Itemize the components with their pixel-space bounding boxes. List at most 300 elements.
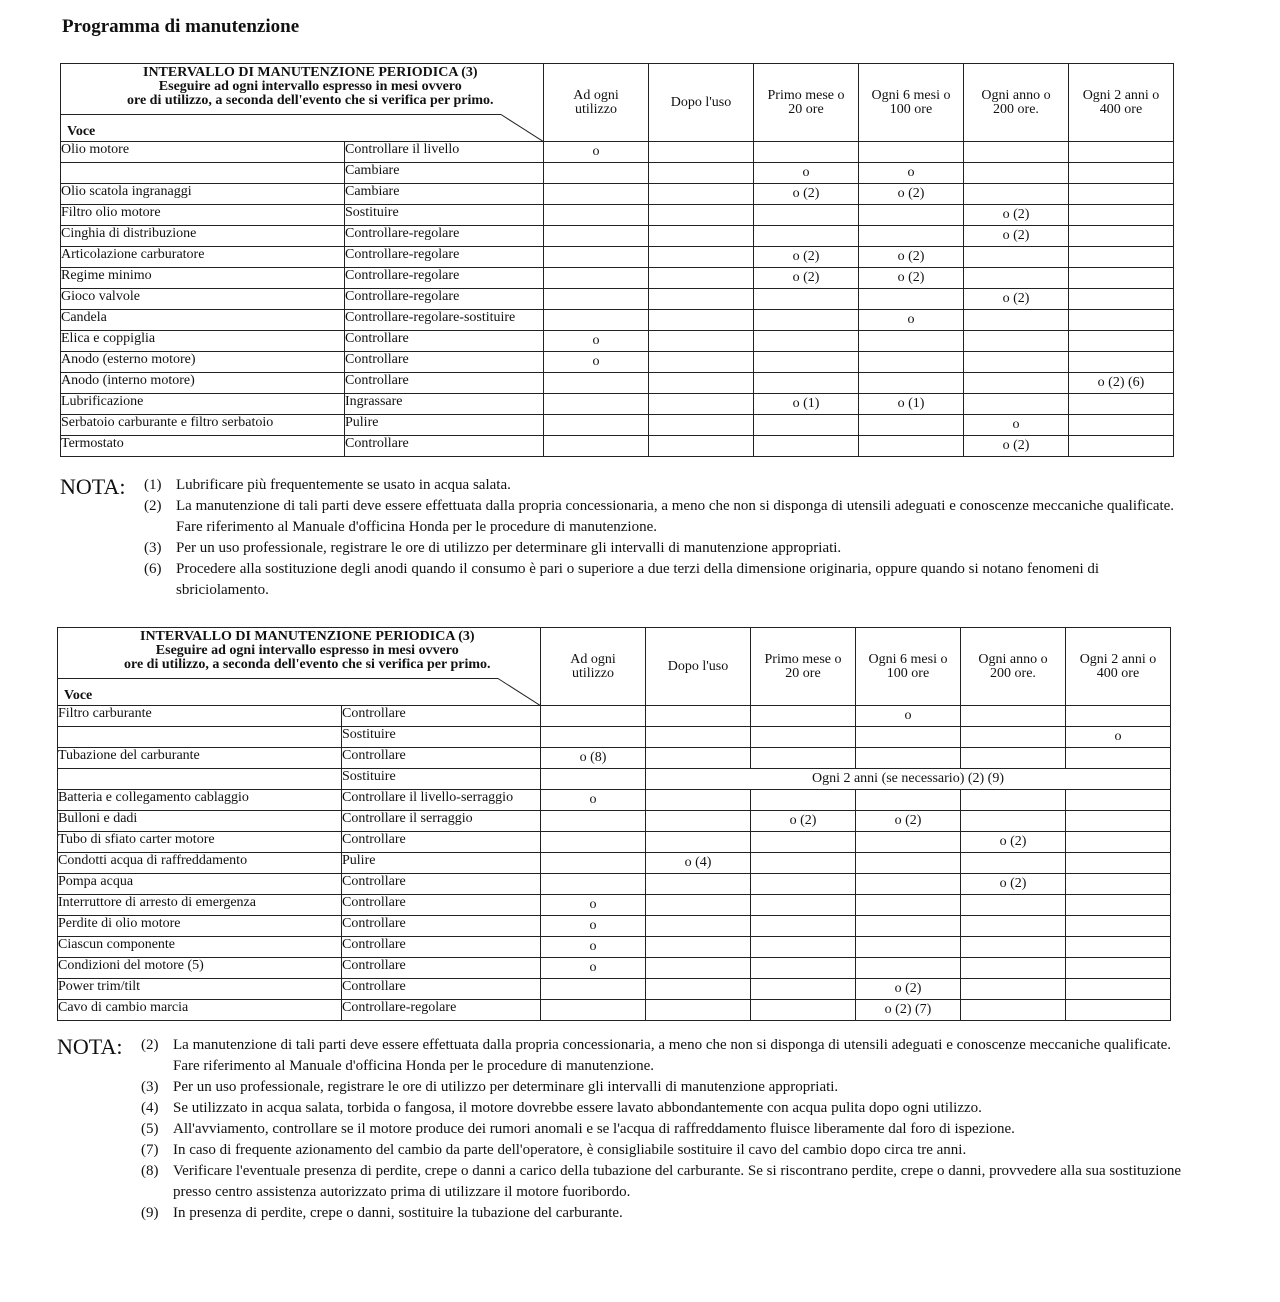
item-name: Perdite di olio motore bbox=[58, 916, 342, 937]
interval-mark bbox=[646, 979, 751, 1000]
item-name: Cavo di cambio marcia bbox=[58, 1000, 342, 1021]
item-name bbox=[58, 769, 342, 790]
interval-mark bbox=[1066, 1000, 1171, 1021]
interval-mark: o bbox=[544, 352, 649, 373]
interval-mark bbox=[856, 937, 961, 958]
interval-mark bbox=[1069, 205, 1174, 226]
note-text: Se utilizzato in acqua salata, torbida o fangosa, il motore dovrebbe essere lavato abbondantemente con acqua pulita dopo ogni utilizzo. bbox=[173, 1100, 982, 1116]
interval-mark bbox=[964, 352, 1069, 373]
interval-mark bbox=[649, 331, 754, 352]
note-number: (8) bbox=[141, 1163, 159, 1179]
note-number: (6) bbox=[144, 561, 162, 577]
item-action: Sostituire bbox=[345, 205, 544, 226]
note-text: La manutenzione di tali parti deve essere effettuata dalla propria concessionaria, a meno che non si disponga di utensili adeguati e conoscenze meccaniche qualificate. Fare riferimento al Manuale d'officina Honda per le procedure di manutenzione. bbox=[173, 1037, 1172, 1074]
note-number: (2) bbox=[144, 498, 162, 514]
item-action: Pulire bbox=[342, 853, 541, 874]
item-action: Controllare bbox=[342, 895, 541, 916]
interval-mark bbox=[754, 352, 859, 373]
interval-mark bbox=[964, 331, 1069, 352]
item-name: Filtro olio motore bbox=[61, 205, 345, 226]
table-body bbox=[61, 142, 1174, 457]
item-action: Controllare bbox=[342, 916, 541, 937]
interval-mark bbox=[541, 1000, 646, 1021]
interval-mark bbox=[859, 226, 964, 247]
interval-mark bbox=[751, 790, 856, 811]
col-head-ad-ogni-utilizzo: Ad ogni utilizzo bbox=[544, 64, 649, 142]
interval-mark bbox=[961, 979, 1066, 1000]
note-item bbox=[57, 1161, 1187, 1203]
interval-mark bbox=[961, 748, 1066, 769]
interval-mark bbox=[856, 916, 961, 937]
note-text: Procedere alla sostituzione degli anodi quando il consumo è pari o superiore a due terzi della dimensione originaria, oppure quando si notano fenomeni di sbriciolamento. bbox=[176, 561, 1100, 598]
note-text: Per un uso professionale, registrare le ore di utilizzo per determinare gli intervalli di manutenzione appropriati. bbox=[176, 540, 842, 556]
interval-mark: o bbox=[541, 958, 646, 979]
interval-mark bbox=[649, 415, 754, 436]
interval-mark bbox=[754, 331, 859, 352]
item-name: Candela bbox=[61, 310, 345, 331]
interval-header bbox=[58, 628, 541, 706]
interval-mark bbox=[859, 289, 964, 310]
col-head-2-anni: Ogni 2 anni o 400 ore bbox=[1066, 628, 1171, 706]
interval-mark bbox=[961, 958, 1066, 979]
interval-mark bbox=[964, 310, 1069, 331]
interval-mark bbox=[649, 373, 754, 394]
table-row bbox=[61, 247, 1174, 268]
item-name: Termostato bbox=[61, 436, 345, 457]
item-action: Controllare-regolare bbox=[345, 289, 544, 310]
interval-mark bbox=[859, 415, 964, 436]
item-action: Controllare-regolare bbox=[342, 1000, 541, 1021]
interval-mark bbox=[1066, 895, 1171, 916]
note-item bbox=[57, 1077, 1187, 1098]
item-name: Power trim/tilt bbox=[58, 979, 342, 1000]
interval-mark bbox=[649, 268, 754, 289]
interval-mark bbox=[544, 436, 649, 457]
interval-mark bbox=[751, 979, 856, 1000]
interval-mark: o bbox=[859, 163, 964, 184]
interval-mark bbox=[541, 811, 646, 832]
item-action: Controllare-regolare bbox=[345, 268, 544, 289]
voce-label: Voce bbox=[64, 687, 93, 703]
interval-mark: o (4) bbox=[646, 853, 751, 874]
interval-mark bbox=[751, 1000, 856, 1021]
interval-mark bbox=[544, 247, 649, 268]
interval-mark: o bbox=[1066, 727, 1171, 748]
interval-mark bbox=[964, 373, 1069, 394]
table-row bbox=[58, 874, 1171, 895]
item-name: Olio motore bbox=[61, 142, 345, 163]
table-row bbox=[58, 832, 1171, 853]
interval-mark bbox=[1066, 853, 1171, 874]
interval-mark bbox=[646, 832, 751, 853]
interval-mark bbox=[649, 226, 754, 247]
interval-mark bbox=[856, 748, 961, 769]
table-row bbox=[61, 268, 1174, 289]
item-name: Anodo (interno motore) bbox=[61, 373, 345, 394]
interval-mark bbox=[1066, 937, 1171, 958]
item-action: Controllare bbox=[342, 874, 541, 895]
item-action: Controllare bbox=[345, 352, 544, 373]
interval-mark: o bbox=[541, 790, 646, 811]
item-action: Controllare-regolare-sostituire bbox=[345, 310, 544, 331]
note-item bbox=[57, 1119, 1187, 1140]
interval-mark bbox=[544, 205, 649, 226]
table-row bbox=[58, 895, 1171, 916]
interval-mark bbox=[856, 727, 961, 748]
interval-mark: o bbox=[544, 331, 649, 352]
interval-mark bbox=[649, 310, 754, 331]
interval-mark bbox=[856, 832, 961, 853]
table-row bbox=[58, 916, 1171, 937]
table-row bbox=[61, 205, 1174, 226]
col-head-dopo-uso: Dopo l'uso bbox=[649, 64, 754, 142]
note-number: (4) bbox=[141, 1100, 159, 1116]
interval-mark bbox=[646, 727, 751, 748]
table-row bbox=[61, 352, 1174, 373]
col-head-2-anni: Ogni 2 anni o 400 ore bbox=[1069, 64, 1174, 142]
item-action: Controllare bbox=[342, 979, 541, 1000]
interval-mark bbox=[646, 916, 751, 937]
col-head-6-mesi: Ogni 6 mesi o 100 ore bbox=[859, 64, 964, 142]
item-action: Controllare bbox=[342, 937, 541, 958]
interval-mark bbox=[649, 142, 754, 163]
interval-mark: o (2) bbox=[754, 184, 859, 205]
interval-mark: o (2) bbox=[964, 226, 1069, 247]
item-action: Controllare bbox=[342, 748, 541, 769]
table-row bbox=[58, 937, 1171, 958]
interval-mark bbox=[544, 394, 649, 415]
item-action: Controllare bbox=[342, 832, 541, 853]
interval-mark bbox=[856, 790, 961, 811]
item-name: Bulloni e dadi bbox=[58, 811, 342, 832]
interval-mark bbox=[1066, 832, 1171, 853]
item-name: Condizioni del motore (5) bbox=[58, 958, 342, 979]
table-row bbox=[58, 1000, 1171, 1021]
col-head-primo-mese: Primo mese o 20 ore bbox=[751, 628, 856, 706]
item-name: Interruttore di arresto di emergenza bbox=[58, 895, 342, 916]
notes-section-1 bbox=[60, 475, 1190, 601]
interval-mark bbox=[646, 706, 751, 727]
table-row bbox=[61, 226, 1174, 247]
interval-mark bbox=[649, 163, 754, 184]
interval-desc-line1: Eseguire ad ogni intervallo espresso in mesi ovvero bbox=[158, 79, 462, 94]
interval-mark bbox=[1066, 874, 1171, 895]
table-row bbox=[61, 142, 1174, 163]
interval-mark bbox=[544, 268, 649, 289]
note-item bbox=[57, 1140, 1187, 1161]
item-name: Batteria e collegamento cablaggio bbox=[58, 790, 342, 811]
note-item bbox=[60, 475, 1190, 496]
note-number: (9) bbox=[141, 1205, 159, 1221]
col-head-ad-ogni-utilizzo: Ad ogni utilizzo bbox=[541, 628, 646, 706]
item-action: Controllare bbox=[345, 436, 544, 457]
note-number: (3) bbox=[141, 1079, 159, 1095]
interval-mark bbox=[754, 289, 859, 310]
item-name: Tubazione del carburante bbox=[58, 748, 342, 769]
interval-mark bbox=[649, 436, 754, 457]
interval-mark bbox=[1069, 310, 1174, 331]
voce-label: Voce bbox=[67, 123, 96, 139]
interval-mark: o (2) bbox=[964, 205, 1069, 226]
item-name: Pompa acqua bbox=[58, 874, 342, 895]
interval-mark: o bbox=[856, 706, 961, 727]
table-row bbox=[61, 289, 1174, 310]
interval-mark: o bbox=[859, 310, 964, 331]
interval-mark bbox=[754, 142, 859, 163]
item-action: Controllare bbox=[342, 958, 541, 979]
interval-mark bbox=[544, 184, 649, 205]
nota-label: NOTA: bbox=[60, 474, 126, 499]
interval-header bbox=[61, 64, 544, 142]
interval-mark bbox=[646, 958, 751, 979]
interval-mark bbox=[856, 874, 961, 895]
interval-mark bbox=[856, 895, 961, 916]
maintenance-table-2 bbox=[57, 627, 1171, 1021]
col-head-primo-mese: Primo mese o 20 ore bbox=[754, 64, 859, 142]
maintenance-table-1 bbox=[60, 63, 1174, 457]
note-text: In presenza di perdite, crepe o danni, sostituire la tubazione del carburante. bbox=[173, 1205, 623, 1221]
interval-mark bbox=[859, 436, 964, 457]
interval-mark bbox=[649, 247, 754, 268]
interval-mark: o bbox=[541, 895, 646, 916]
interval-mark bbox=[646, 748, 751, 769]
note-item bbox=[60, 496, 1190, 538]
interval-mark bbox=[859, 331, 964, 352]
item-action: Sostituire bbox=[342, 769, 541, 790]
item-name: Gioco valvole bbox=[61, 289, 345, 310]
item-action: Cambiare bbox=[345, 163, 544, 184]
table-row bbox=[61, 373, 1174, 394]
note-item bbox=[60, 559, 1190, 601]
interval-mark bbox=[649, 205, 754, 226]
interval-mark bbox=[961, 727, 1066, 748]
interval-mark bbox=[961, 811, 1066, 832]
interval-mark bbox=[961, 1000, 1066, 1021]
item-name: Tubo di sfiato carter motore bbox=[58, 832, 342, 853]
note-number: (1) bbox=[144, 477, 162, 493]
interval-mark bbox=[751, 748, 856, 769]
interval-mark bbox=[1069, 184, 1174, 205]
col-head-ogni-anno: Ogni anno o 200 ore. bbox=[964, 64, 1069, 142]
interval-mark bbox=[649, 394, 754, 415]
interval-mark bbox=[961, 706, 1066, 727]
interval-mark bbox=[751, 958, 856, 979]
item-action: Ingrassare bbox=[345, 394, 544, 415]
col-head-ogni-anno: Ogni anno o 200 ore. bbox=[961, 628, 1066, 706]
interval-mark bbox=[1069, 289, 1174, 310]
item-name: Condotti acqua di raffreddamento bbox=[58, 853, 342, 874]
interval-mark bbox=[1069, 436, 1174, 457]
interval-desc-line2: ore di utilizzo, a seconda dell'evento che si verifica per primo. bbox=[127, 93, 494, 108]
item-name: Ciascun componente bbox=[58, 937, 342, 958]
item-action: Pulire bbox=[345, 415, 544, 436]
interval-desc-line1: Eseguire ad ogni intervallo espresso in mesi ovvero bbox=[155, 643, 459, 658]
interval-mark bbox=[964, 184, 1069, 205]
table-row bbox=[58, 811, 1171, 832]
interval-mark bbox=[544, 163, 649, 184]
item-name: Filtro carburante bbox=[58, 706, 342, 727]
table-row bbox=[61, 310, 1174, 331]
interval-mark: o bbox=[754, 163, 859, 184]
interval-mark bbox=[754, 373, 859, 394]
note-text: In caso di frequente azionamento del cambio da parte dell'operatore, è consigliabile sostituire il cavo del cambio dopo circa tre anni. bbox=[173, 1142, 967, 1158]
interval-mark: o (2) bbox=[751, 811, 856, 832]
interval-mark bbox=[751, 874, 856, 895]
table-row bbox=[61, 331, 1174, 352]
interval-mark bbox=[541, 706, 646, 727]
interval-mark: o (2) bbox=[856, 979, 961, 1000]
interval-span-note: Ogni 2 anni (se necessario) (2) (9) bbox=[646, 769, 1171, 790]
interval-mark: o (2) bbox=[856, 811, 961, 832]
interval-mark: o bbox=[964, 415, 1069, 436]
interval-mark bbox=[754, 436, 859, 457]
interval-mark: o (2) bbox=[961, 874, 1066, 895]
note-number: (3) bbox=[144, 540, 162, 556]
item-name: Olio scatola ingranaggi bbox=[61, 184, 345, 205]
interval-mark bbox=[859, 373, 964, 394]
interval-mark bbox=[646, 895, 751, 916]
interval-mark bbox=[751, 832, 856, 853]
interval-mark bbox=[961, 790, 1066, 811]
item-action: Controllare il serraggio bbox=[342, 811, 541, 832]
table-body bbox=[58, 706, 1171, 1021]
note-item bbox=[57, 1098, 1187, 1119]
interval-mark bbox=[649, 289, 754, 310]
interval-mark bbox=[754, 205, 859, 226]
item-action: Cambiare bbox=[345, 184, 544, 205]
table-row bbox=[61, 394, 1174, 415]
item-action: Controllare-regolare bbox=[345, 226, 544, 247]
table-row bbox=[58, 706, 1171, 727]
interval-mark: o bbox=[544, 142, 649, 163]
interval-mark bbox=[1066, 916, 1171, 937]
table-row bbox=[58, 979, 1171, 1000]
note-text: Lubrificare più frequentemente se usato in acqua salata. bbox=[176, 477, 511, 493]
table-row bbox=[58, 727, 1171, 748]
interval-mark: o (2) bbox=[859, 184, 964, 205]
interval-mark bbox=[1069, 226, 1174, 247]
item-name: Cinghia di distribuzione bbox=[61, 226, 345, 247]
nota-label: NOTA: bbox=[57, 1034, 123, 1059]
interval-mark bbox=[961, 916, 1066, 937]
interval-mark bbox=[541, 769, 646, 790]
interval-mark bbox=[646, 937, 751, 958]
interval-mark: o (1) bbox=[859, 394, 964, 415]
interval-mark bbox=[751, 853, 856, 874]
interval-mark bbox=[541, 979, 646, 1000]
table-row bbox=[58, 790, 1171, 811]
interval-mark bbox=[541, 853, 646, 874]
item-action: Controllare bbox=[345, 373, 544, 394]
interval-mark bbox=[649, 184, 754, 205]
interval-mark bbox=[961, 895, 1066, 916]
note-item bbox=[57, 1035, 1187, 1077]
interval-title: INTERVALLO DI MANUTENZIONE PERIODICA (3) bbox=[140, 629, 475, 644]
interval-mark bbox=[1069, 415, 1174, 436]
table-row bbox=[58, 958, 1171, 979]
interval-mark: o (2) bbox=[961, 832, 1066, 853]
page-title: Programma di manutenzione bbox=[62, 16, 300, 37]
interval-mark bbox=[754, 310, 859, 331]
interval-title: INTERVALLO DI MANUTENZIONE PERIODICA (3) bbox=[143, 65, 478, 80]
interval-mark bbox=[856, 958, 961, 979]
interval-mark: o (1) bbox=[754, 394, 859, 415]
interval-mark: o bbox=[541, 916, 646, 937]
interval-mark bbox=[751, 937, 856, 958]
interval-mark bbox=[856, 853, 961, 874]
interval-mark bbox=[1069, 247, 1174, 268]
interval-mark bbox=[1069, 394, 1174, 415]
interval-mark: o (8) bbox=[541, 748, 646, 769]
interval-mark bbox=[1066, 811, 1171, 832]
interval-mark bbox=[1069, 352, 1174, 373]
interval-mark: o (2) (7) bbox=[856, 1000, 961, 1021]
item-name: Lubrificazione bbox=[61, 394, 345, 415]
item-name: Articolazione carburatore bbox=[61, 247, 345, 268]
interval-mark bbox=[1066, 706, 1171, 727]
item-action: Controllare bbox=[342, 706, 541, 727]
table-row bbox=[61, 436, 1174, 457]
interval-mark bbox=[544, 415, 649, 436]
interval-mark: o (2) bbox=[754, 268, 859, 289]
item-name bbox=[58, 727, 342, 748]
interval-mark bbox=[1069, 268, 1174, 289]
interval-desc-line2: ore di utilizzo, a seconda dell'evento che si verifica per primo. bbox=[124, 657, 491, 672]
interval-mark bbox=[649, 352, 754, 373]
interval-mark bbox=[754, 415, 859, 436]
table-row bbox=[58, 748, 1171, 769]
item-name: Anodo (esterno motore) bbox=[61, 352, 345, 373]
interval-mark bbox=[544, 310, 649, 331]
item-action: Controllare il livello-serraggio bbox=[342, 790, 541, 811]
table-row bbox=[61, 184, 1174, 205]
interval-mark bbox=[964, 268, 1069, 289]
item-name: Serbatoio carburante e filtro serbatoio bbox=[61, 415, 345, 436]
interval-mark bbox=[1069, 331, 1174, 352]
table-row bbox=[61, 163, 1174, 184]
interval-mark bbox=[751, 727, 856, 748]
item-name bbox=[61, 163, 345, 184]
interval-mark bbox=[1066, 748, 1171, 769]
col-head-dopo-uso: Dopo l'uso bbox=[646, 628, 751, 706]
interval-mark bbox=[646, 790, 751, 811]
interval-mark bbox=[544, 226, 649, 247]
interval-mark bbox=[754, 226, 859, 247]
interval-mark bbox=[646, 1000, 751, 1021]
interval-mark bbox=[1066, 979, 1171, 1000]
interval-mark bbox=[751, 895, 856, 916]
item-name: Elica e coppiglia bbox=[61, 331, 345, 352]
interval-mark bbox=[544, 373, 649, 394]
interval-mark bbox=[961, 937, 1066, 958]
interval-mark bbox=[541, 832, 646, 853]
interval-mark bbox=[964, 142, 1069, 163]
note-text: All'avviamento, controllare se il motore produce dei rumori anomali e se l'acqua di raffreddamento fluisce liberamente dal foro di ispezione. bbox=[173, 1121, 1015, 1137]
interval-mark bbox=[964, 163, 1069, 184]
interval-mark bbox=[859, 205, 964, 226]
interval-mark bbox=[1069, 142, 1174, 163]
interval-mark: o (2) bbox=[964, 289, 1069, 310]
interval-mark: o (2) bbox=[964, 436, 1069, 457]
note-text: Verificare l'eventuale presenza di perdite, crepe o danni a carico della tubazione del carburante. Se si riscontrano perdite, crepe o danni, provvedere alla sua sostituzione presso centro assistenza autorizzato prima di utilizzare il motore fuoribordo. bbox=[173, 1163, 1182, 1200]
interval-mark: o bbox=[541, 937, 646, 958]
table-row bbox=[61, 415, 1174, 436]
col-head-6-mesi: Ogni 6 mesi o 100 ore bbox=[856, 628, 961, 706]
item-action: Controllare bbox=[345, 331, 544, 352]
interval-mark bbox=[964, 247, 1069, 268]
table-header bbox=[61, 64, 1174, 142]
note-item bbox=[57, 1203, 1187, 1224]
